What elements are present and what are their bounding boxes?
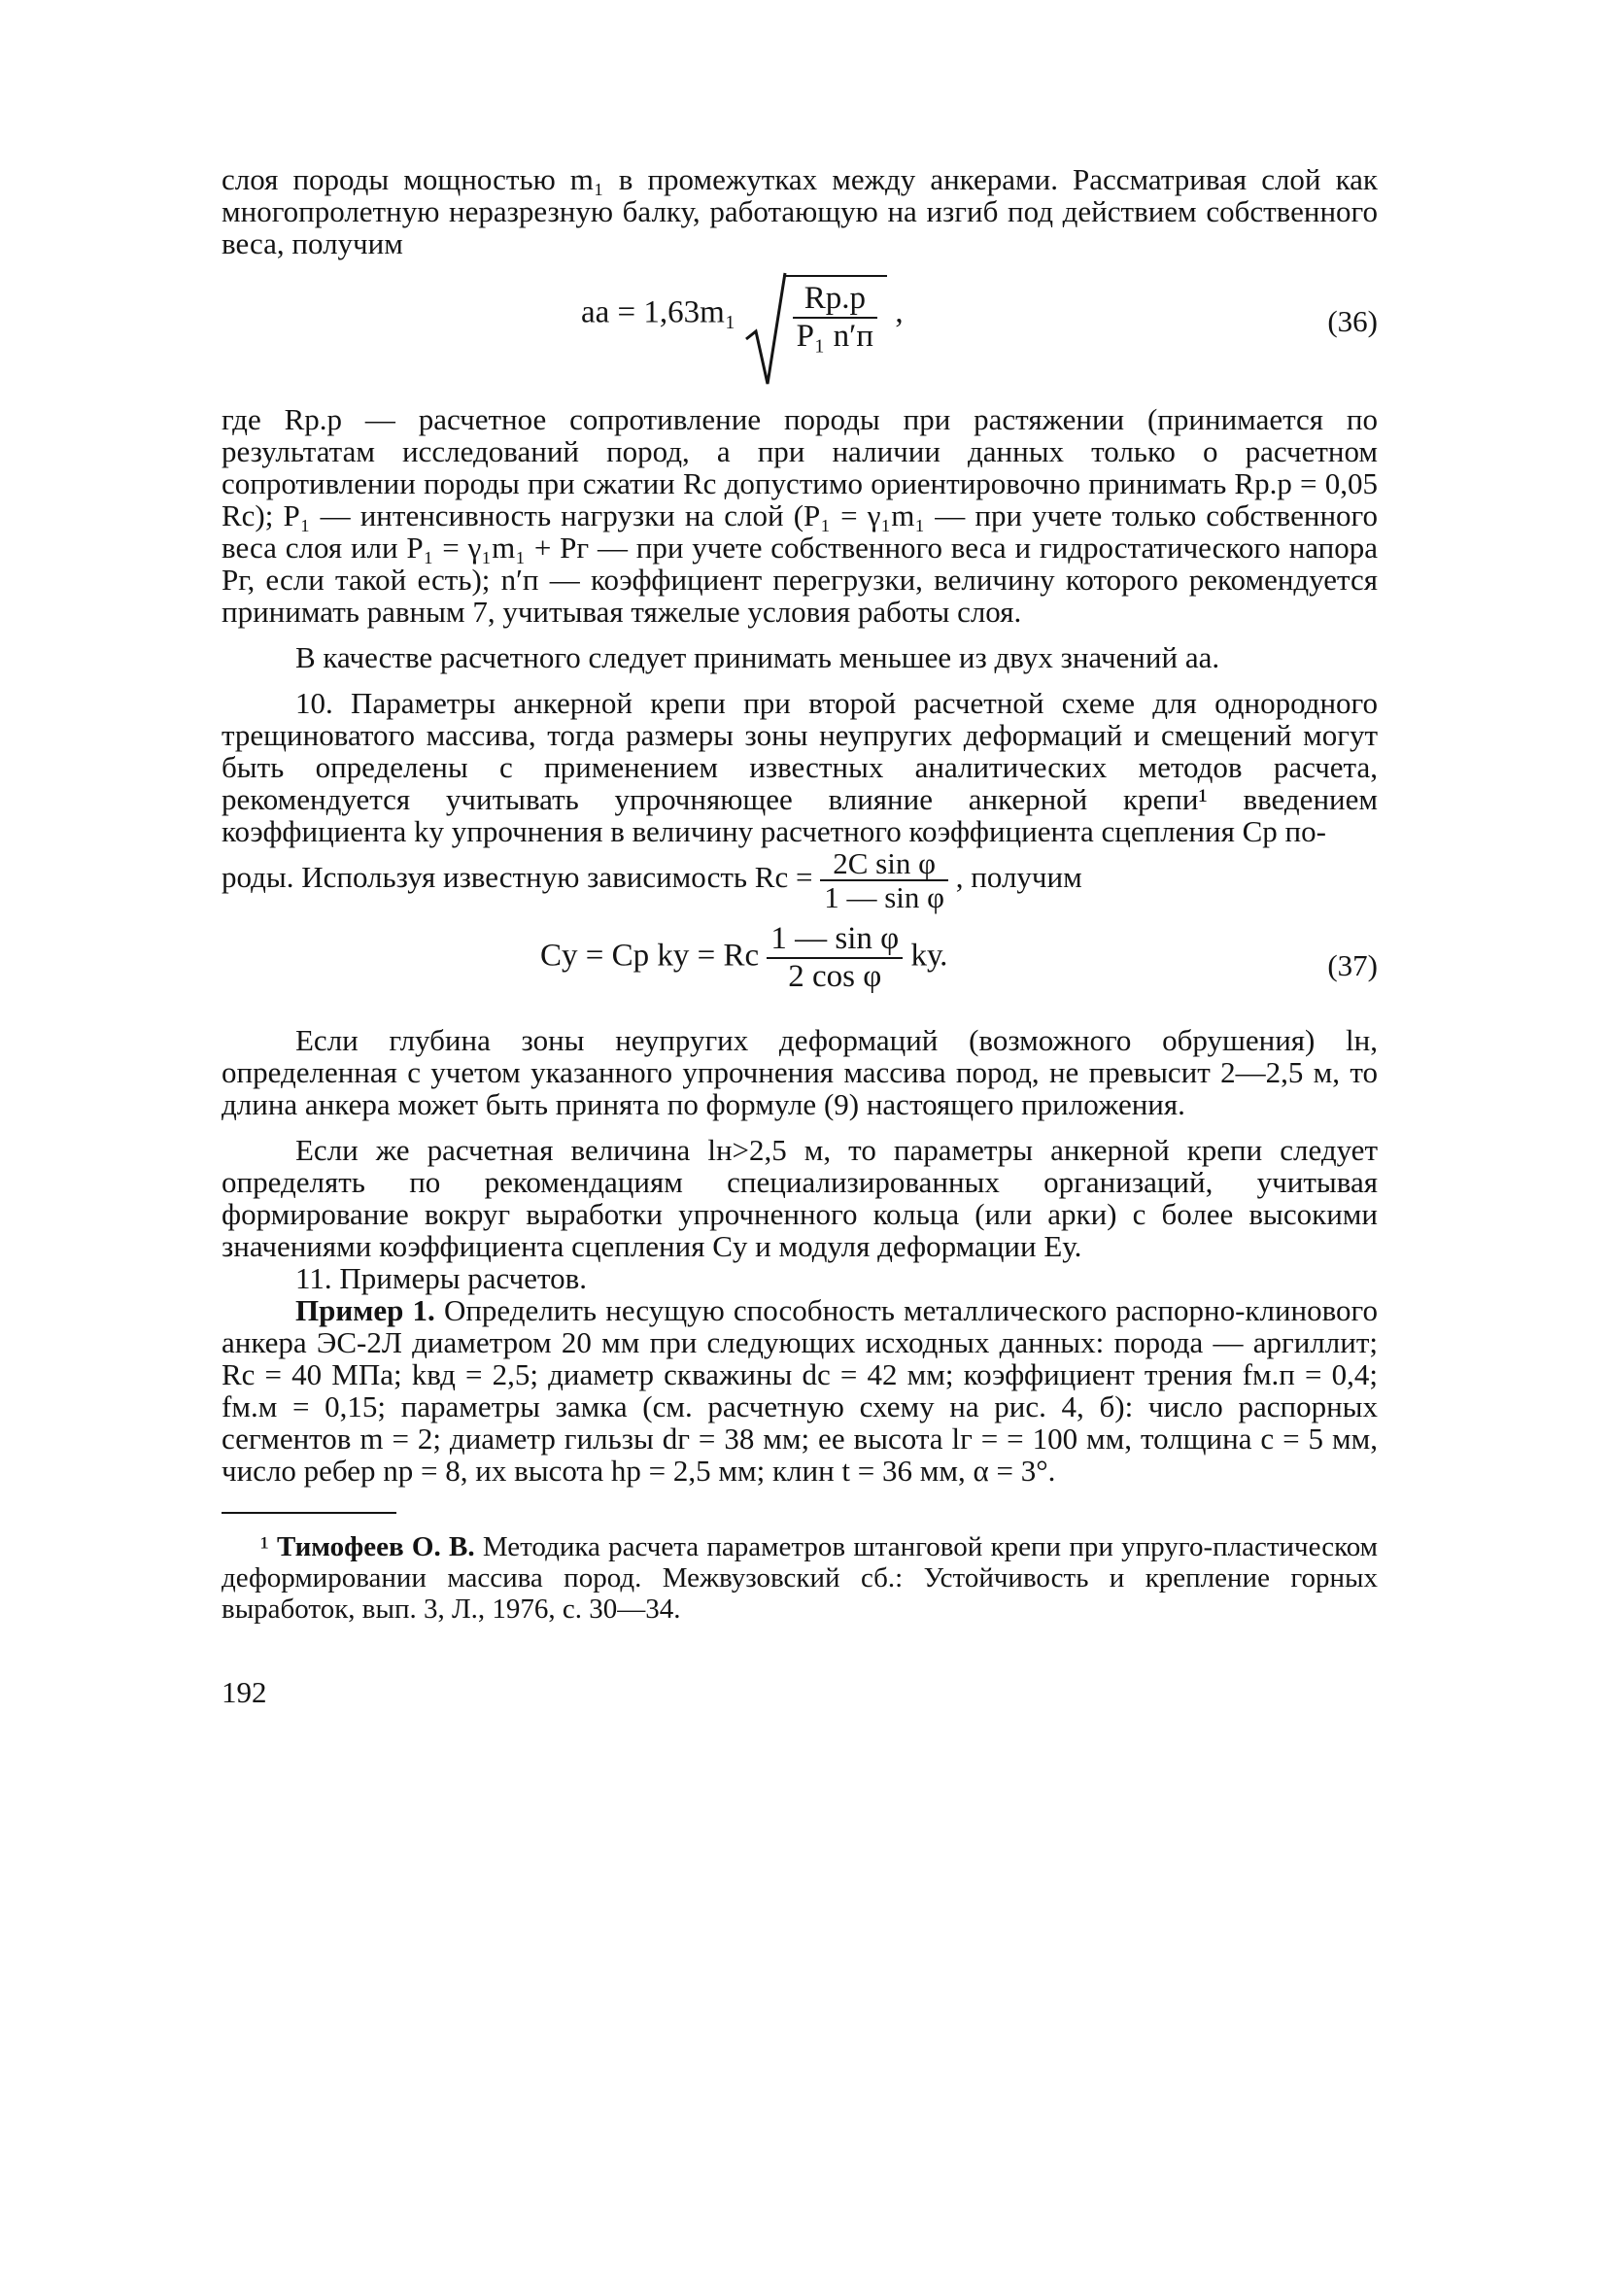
equation-36-denominator: P₁ n′п <box>796 319 874 354</box>
equation-36-numerator: Rр.р <box>793 281 878 319</box>
equation-36-lhs: aа = 1,63m₁ <box>581 294 736 330</box>
paragraph-7: 11. Примеры расчетов. <box>295 1261 588 1295</box>
example-body: Определить несущую способность металлического распорно-клинового анкера ЭС-2Л диаметром 20 мм при следующих исходных данных: порода — аргиллит; Rс = 40 МПа; kвд = 2,5; диаметр скважины dс = 42 мм; коэффициент трения fм.п = 0,4; fм.м = 0,15; параметры замка (см. расчетную схему на рис. 4, б): число распорных сегментов m = 2; диаметр гильзы dг = 38 мм; ее высота lг = = 100 мм, толщина c = 5 мм, число ребер nр = 8, их высота hр = 2,5 мм; клин t = 36 мм, α = 3°. <box>222 1293 1379 1488</box>
equation-37-numerator: 1 — sin φ <box>767 921 903 959</box>
document-page <box>222 163 1378 1710</box>
footnote-marker: ¹ <box>260 1531 269 1562</box>
paragraph-4: 10. Параметры анкерной крепи при второй расчетной схеме для однородного трещиноватого массива, тогда размеры зоны неупругих деформаций и смещений могут быть определены с применением известных аналитических методов расчета, рекомендуется учитывать упрочняющее влияние анкерной крепи¹ введением коэффициента kу упрочнения в величину расчетного коэффициента сцепления Cр по- <box>222 686 1378 848</box>
paragraph-1: слоя породы мощностью m₁ в промежутках между анкерами. Рассматривая слой как многопролетную неразрезную балку, работающую на изгиб под действием собственного веса, получим <box>222 162 1378 260</box>
equation-37-number: (37) <box>1327 948 1378 982</box>
equation-36-fraction <box>793 281 878 355</box>
equation-37-formula <box>540 921 947 995</box>
footnote-divider <box>222 1512 396 1514</box>
paragraph-4-end <box>222 847 1378 915</box>
equation-37-denominator: 2 cos φ <box>788 959 882 994</box>
paragraph-4-end-prefix: роды. Используя известную зависимость Rс = <box>222 860 813 895</box>
equation-36-comma: , <box>895 294 904 330</box>
paragraph-5: Если глубина зоны неупругих деформаций (возможного обрушения) lн, определенная с учетом указанного упрочнения массива пород, не превысит 2—2,5 м, то длина анкера может быть принята по формуле (9) настоящего приложения. <box>222 1023 1378 1121</box>
paragraph-6: Если же расчетная величина lн>2,5 м, то параметры анкерной крепи следует определять по рекомендациям специализированных организаций, учитывая формирование вокруг выработки упрочненного кольца (или арки) с более высокими значениями коэффициента сцепления Cу и модуля деформации Eу. <box>222 1133 1378 1263</box>
paragraph-8 <box>222 1294 1378 1487</box>
rc-numerator: 2C sin φ <box>820 847 948 881</box>
example-heading: Пример 1. <box>295 1293 435 1327</box>
footnote-author: Тимофеев О. В. <box>276 1531 475 1562</box>
footnote-text: Методика расчета параметров штанговой крепи при упруго-пластическом деформировании массива пород. Межвузовский сб.: Устойчивость и крепление горных выработок, вып. 3, Л., 1976, с. 30—34. <box>222 1531 1379 1625</box>
equation-37-fraction <box>767 921 903 995</box>
footnote <box>222 1531 1378 1625</box>
paragraph-2: где Rр.р — расчетное сопротивление породы при растяжении (принимается по результатам исследований пород, а при наличии данных только о расчетном сопротивлении породы при сжатии Rс допустимо ориентировочно принимать Rр.р = 0,05 Rс); P₁ — интенсивность нагрузки на слой (P₁ = γ₁m₁ — при учете только собственного веса слоя или P₁ = γ₁m₁ + Pг — при учете собственного веса и гидростатического напора Pг, если такой есть); n′п — коэффициент перегрузки, величину которого рекомендуется принимать равным 7, учитывая тяжелые условия работы слоя. <box>222 402 1378 629</box>
equation-37 <box>222 921 1378 1014</box>
equation-36-formula <box>581 275 904 355</box>
square-root <box>744 275 888 355</box>
rc-fraction <box>820 847 948 913</box>
radical-sign-icon <box>744 271 787 388</box>
page-number: 192 <box>222 1675 267 1709</box>
rc-denominator: 1 — sin φ <box>824 880 945 914</box>
equation-36 <box>222 265 1378 394</box>
equation-37-tail: kу. <box>910 938 948 974</box>
equation-37-lhs: Cу = Cр kу = Rс <box>540 938 760 974</box>
equation-36-number: (36) <box>1327 304 1378 338</box>
paragraph-4-end-suffix: , получим <box>955 860 1082 895</box>
paragraph-3: В качестве расчетного следует принимать меньшее из двух значений aа. <box>295 640 1220 674</box>
